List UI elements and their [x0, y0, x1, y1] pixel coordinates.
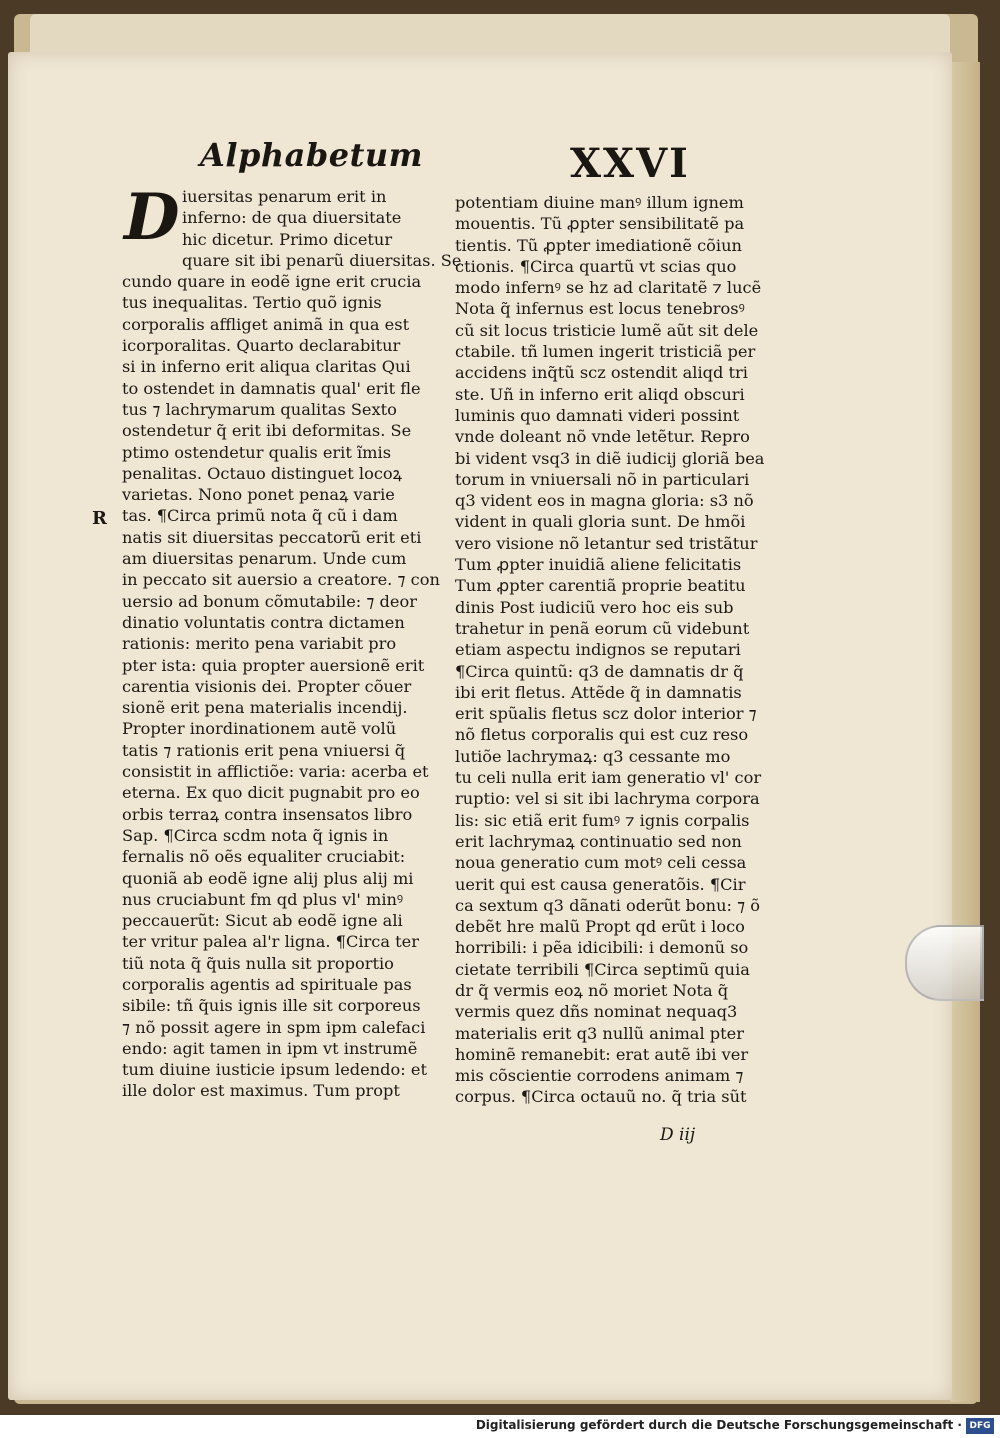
text-line: mis cõscientie corrodens animam ⁊: [455, 1066, 744, 1086]
text-line: dinis Post iudiciũ vero hoc eis sub: [455, 597, 734, 617]
text-line: fernalis nõ oẽs equaliter cruciabit:: [122, 847, 406, 867]
text-line: Tum ꝓpter carentiã proprie beatitu: [455, 576, 746, 596]
text-line: vero visione nõ letantur sed tristãtur: [455, 533, 758, 553]
text-line: vident in quali gloria sunt. De hmõi: [455, 512, 746, 532]
text-line: etiam aspectu indignos se reputari: [455, 640, 741, 660]
text-line: carentia visionis dei. Propter cõuer: [122, 676, 412, 696]
text-line: tas. ¶Circa primũ nota q̃ cũ i dam: [122, 506, 398, 526]
text-line: horribili: i pẽa idicibili: i demonũ so: [455, 938, 749, 958]
dfg-logo: DFG: [966, 1418, 994, 1434]
text-line: quoniã ab eodẽ igne alij plus alij mi: [122, 868, 414, 888]
text-line: corporalis affliget animã in qua est: [122, 314, 410, 334]
text-line: to ostendet in damnatis qual' erit fle: [122, 378, 421, 398]
text-line: ille dolor est maximus. Tum propt: [122, 1081, 400, 1101]
paperclip-icon: [905, 925, 984, 1001]
text-line: dinatio voluntatis contra dictamen: [122, 612, 405, 632]
text-line: modo infernꝰ se hz ad claritatẽ ⁊ lucẽ: [455, 278, 762, 298]
text-line: corpus. ¶Circa octauũ no. q̃ tria sũt: [455, 1087, 747, 1107]
text-line: sibile: tñ q̃uis ignis ille sit corporeus: [122, 996, 421, 1016]
book-top-edge: [30, 14, 950, 56]
text-line: hominẽ remanebit: erat autẽ ibi ver: [455, 1044, 749, 1064]
text-line: tatis ⁊ rationis erit pena vniuersi q̃: [122, 740, 406, 760]
text-line: materialis erit q3 nullũ animal pter: [455, 1023, 744, 1043]
text-line: dr q̃ vermis eoꝝ nõ moriet Nota q̃: [455, 980, 729, 1000]
text-line: lis: sic etiã erit fumꝰ ⁊ ignis corpalis: [455, 810, 750, 830]
text-line: ¶Circa quintũ: q3 de damnatis dr q̃: [455, 661, 744, 681]
text-line: pter ista: quia propter auersionẽ erit: [122, 655, 425, 675]
text-line: Propter inordinationem autẽ volũ: [122, 719, 397, 739]
text-line: erit lachrymaꝝ continuatio sed non: [455, 831, 742, 851]
text-line: Nota q̃ infernus est locus tenebrosꝰ: [455, 299, 745, 319]
text-line: tus inequalitas. Tertio quõ ignis: [122, 293, 382, 313]
text-line: mouentis. Tũ ꝓpter sensibilitatẽ pa: [455, 214, 745, 234]
text-line: iuersitas penarum erit in: [182, 187, 387, 206]
text-line: cundo quare in eodẽ igne erit crucia: [122, 272, 422, 292]
text-line: endo: agit tamen in ipm vt instrumẽ: [122, 1038, 418, 1058]
text-line: tientis. Tũ ꝓpter imediationẽ cõiun: [455, 235, 742, 255]
text-line: varietas. Nono ponet penaꝝ varie: [122, 485, 395, 505]
text-line: Tum ꝓpter inuidiã aliene felicitatis: [455, 555, 742, 575]
text-line: nõ fletus corporalis qui est cuz reso: [455, 725, 749, 745]
text-line: si in inferno erit aliqua claritas Qui: [122, 357, 411, 377]
text-line: orbis terraꝝ contra insensatos libro: [122, 804, 413, 824]
folio-number: XXVI: [570, 140, 690, 187]
text-line: natis sit diuersitas peccatorũ erit eti: [122, 527, 422, 547]
text-line: debẽt hre malũ Propt qd erũt i loco: [455, 917, 745, 937]
text-line: Sap. ¶Circa scdm nota q̃ ignis in: [122, 825, 389, 845]
text-line: torum in vniuersali nõ in particulari: [455, 469, 750, 489]
text-line: ostendetur q̃ erit ibi deformitas. Se: [122, 421, 412, 441]
text-line: rationis: merito pena variabit pro: [122, 634, 397, 654]
signature-mark: D iij: [660, 1125, 696, 1145]
text-line: inferno: de qua diuersitate: [182, 208, 402, 228]
text-line: ste. Uñ in inferno erit aliqd obscuri: [455, 384, 745, 404]
text-line: eterna. Ex quo dicit pugnabit pro eo: [122, 783, 420, 803]
text-line: q3 vident eos in magna gloria: s3 nõ: [455, 491, 754, 511]
book-fore-edge: [950, 62, 980, 1402]
text-line: ctionis. ¶Circa quartũ vt scias quo: [455, 256, 737, 276]
text-line: bi vident vsq3 in diẽ iudicij gloriã bea: [455, 448, 765, 468]
text-line: am diuersitas penarum. Unde cum: [122, 549, 407, 569]
text-line: hic dicetur. Primo dicetur: [182, 229, 393, 249]
text-line: penalitas. Octauo distinguet locoꝝ: [122, 463, 402, 483]
text-line: uersio ad bonum cõmutabile: ⁊ deor: [122, 591, 417, 611]
text-line: cietate terribili ¶Circa septimũ quia: [455, 959, 750, 979]
text-line: ⁊ nõ possit agere in spm ipm calefaci: [122, 1017, 426, 1037]
text-line: ptimo ostendetur qualis erit ĩmis: [122, 442, 392, 462]
text-line: tu celi nulla erit iam generatio vl' cor: [455, 768, 762, 788]
text-line: lutiõe lachrymaꝝ: q3 cessante mo: [455, 746, 731, 766]
footer-credit: Digitalisierung gefördert durch die Deutsche Forschungsgemeinschaft ·: [475, 1418, 962, 1432]
text-line: accidens inq̃tũ scz ostendit aliqd tri: [455, 363, 748, 383]
text-line: tum diuine iusticie ipsum ledendo: et: [122, 1060, 427, 1080]
text-line: luminis quo damnati videri possint: [455, 405, 740, 425]
text-line: ca sextum q3 dãnati oderũt bonu: ⁊ õ: [455, 895, 761, 915]
text-line: ctabile. tñ lumen ingerit tristiciã per: [455, 342, 756, 362]
text-line: nus cruciabunt fm qd plus vl' minꝰ: [122, 889, 404, 909]
text-line: icorporalitas. Quarto declarabitur: [122, 336, 401, 356]
text-line: quare sit ibi penarũ diuersitas. Se: [182, 250, 462, 270]
decorated-initial: D: [124, 180, 180, 255]
text-line: noua generatio cum motꝰ celi cessa: [455, 853, 747, 873]
text-line: ter vritur palea al'r ligna. ¶Circa ter: [122, 932, 419, 952]
text-column-right: [455, 192, 775, 1108]
text-line: consistit in afflictiõe: varia: acerba et: [122, 762, 429, 782]
text-line: uerit qui est causa generatõis. ¶Cir: [455, 874, 746, 894]
text-line: tiũ nota q̃ q̃uis nulla sit proportio: [122, 953, 394, 973]
text-line: peccauerũt: Sicut ab eodẽ igne ali: [122, 911, 403, 931]
text-line: potentiam diuine manꝰ illum ignem: [455, 193, 744, 212]
text-line: ibi erit fletus. Attẽde q̃ in damnatis: [455, 682, 742, 702]
text-line: ruptio: vel si sit ibi lachryma corpora: [455, 789, 760, 809]
text-line: corporalis agentis ad spirituale pas: [122, 974, 412, 994]
text-line: vnde doleant nõ vnde letẽtur. Repro: [455, 427, 750, 447]
text-line: in peccato sit auersio a creatore. ⁊ con: [122, 570, 440, 590]
text-line: cũ sit locus tristicie lumẽ aũt sit dele: [455, 320, 759, 340]
running-head-left: Alphabetum: [200, 136, 423, 174]
text-line: erit spũalis fletus scz dolor interior ⁊: [455, 704, 757, 724]
text-line: trahetur in penã eorum cũ videbunt: [455, 618, 750, 638]
margin-note: R: [92, 508, 107, 529]
text-line: tus ⁊ lachrymarum qualitas Sexto: [122, 399, 397, 419]
text-column-left: [122, 180, 462, 1102]
text-line: vermis quez dñs nominat nequaq3: [455, 1002, 738, 1022]
text-line: sionẽ erit pena materialis incendij.: [122, 698, 408, 718]
